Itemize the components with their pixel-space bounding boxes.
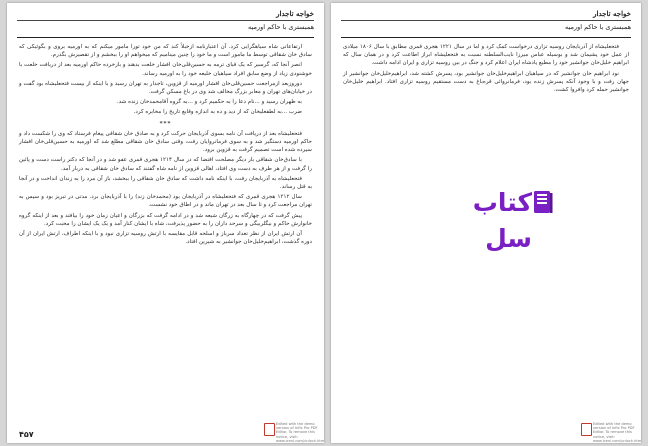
editor-watermark[interactable] [264, 420, 324, 443]
page-body [343, 43, 629, 96]
paragraph: انصر آنجا که، گرسیر که یک قبای ترمه به حسین‌قلی‌خان افشار خلعت بدهند و بازخرده حاکم اورمیه بعد از دریافت خلعت با خوشنودی زیاد از وضع سابق افراد سپاهیان خلیعه خود را به اورمیه رساند. [19, 62, 312, 77]
header-rule [341, 20, 631, 21]
page-header [17, 7, 314, 38]
editor-watermark[interactable] [581, 420, 641, 443]
paragraph: فتحعلیشاه به آذربایجان رفت، با اینکه نامه داشت که سادق خان شقاقی را ببخشد، باز آن مرد را به زندان انداخت و در آنجا به قتل رساند. [19, 175, 312, 191]
pdf-editor-icon [581, 423, 592, 436]
header-chapter: همبستری با حاکم اورمیه [248, 23, 314, 31]
logo-text: کتاب سل [472, 188, 532, 253]
paragraph: به ظهران رسید و ...نام دعا را به حکمیم کرد و ...به گروه آقامحمدخان زنده شد. [116, 99, 302, 106]
paragraph: سال ۱۲۱۲ هجری قمری که فتحعلیشاه در آذربایجان بود (محمدخان زند) را با آذربایجان برد. مدتی در تبریز بود و سپس به تهران مراجعت کرد و تا سال بعد در تهران ماند و در اطاق خود نشست. [19, 194, 312, 209]
paragraph: ضرب ...به لطفعلیخان که از دید و ده به اندازه وقایع تاریخ را مخابره کرد. [133, 109, 302, 116]
page-body [19, 43, 312, 248]
header-title: خواجه تاجدار [276, 9, 314, 18]
page-header [341, 7, 631, 38]
header-rule [17, 20, 314, 21]
watermark-text: Edited with the demo version of Infix Pro PDF Editor. To remove this notice, visit: www.iceni.com/unlock.htm [593, 422, 641, 443]
header-chapter: همبستری با حاکم اورمیه [565, 23, 631, 31]
pdf-editor-icon [264, 423, 275, 436]
book-icon [532, 189, 554, 215]
section-separator: *** [159, 120, 172, 127]
paragraph: نود ابراهیم خان جوانشیر که در سپاهیان ابراهیم‌خلیل‌خان جوانشیر بود، پسرش کشته شد، ابراهیم‌خلیل‌خان جوانشیر از جهان رفت و با وجود آنکه پسرش زنده بود، فرمانروائی قره‌باغ به دست مستقیم روسیه تزاری افتاد. ابراهیم خلیل‌خان جوانشیر حمله کرد وافروا کشت. [343, 70, 629, 94]
page-number: ۴۵۷ [19, 430, 34, 439]
paragraph: با سادق‌خان شقاقی بار دیگر مصلحت اقتضا که در سال ۱۲۱۴ هجری قمری عفو شد و در آنجا که دکتر راست دست و پائین را گرفت و از هر طرف به دست وی افتاد، اهالی قزوین از نامه شاه گفتند که سادق خان شقاقی به دربار آمد. [19, 157, 312, 172]
left-page [7, 3, 324, 443]
paragraph: فتحعلیشاه از آذربایجان روسیه تزاری درخواست کمک کرد و اما در سال ۱۲۲۱ هجری قمری مطابق با سال ۱۸۰۶ میلادی از عمل خود پشیمان شد و بوسیله عباس میرزا نایب‌السلطنه نسبت به فتحعلیشاه ابراز اطاعت کرد و در همان سال که ابراهیم خلیل‌خان جوانشیر خود را مطیع پادشاه ایران اعلام کرد و جنگ در بین روسیه تزاری و ایران ادامه داشت. [343, 44, 629, 67]
site-logo[interactable] [438, 185, 554, 253]
paragraph: فتحعلیشاه بعد از دریافت آن نامه بسوی آذربایجان حرکت کرد و به صادق خان شقاقی پیغام فرستاد که وی را شکست داد و حاکم اورمیه دستگیر شد و به سوی فرمانروایان رفت، وقتی سادق خان شقاقی مطلع شد که اورمیه به حسین‌قلی‌خان افشار سپرده شده است تصمیم گرفت به قزوین برود. [19, 130, 312, 154]
header-title: خواجه تاجدار [593, 9, 631, 18]
paragraph: ارتفاعاتی شاه سیاهگرایی کرد. آن اعتبارنامه ازخبلاً کند که من خود تورا مامور میکنم که به اورمیه بروی و بگوئیکی که سادق خان شقاقی توسط ما مامور است و ما خود را چنین مینامیم که میخواهم او را ببخشم و از تقصیرش بگذرم. [19, 44, 312, 59]
watermark-text: Edited with the demo version of Infix Pro PDF Editor. To remove this notice, visit: www.iceni.com/unlock.htm [276, 422, 324, 443]
paragraph: پیش گرفت که در چهارگاه به زرگان شیعه شد و در ادامه گرفت که بزرگان و اعیان زمان خود را بیافتد و بعد از اینکه گروه خانوارش حاکم و بیگلربیگی و سرحد داران را به حضور پذیرفت، شاه با ایشان کنار آمد و یک یک ایشان را محبت کرد. [19, 212, 312, 227]
paragraph: دوروزبعد ازمراجعت حسین‌قلی‌خان افشار اورمیه از قزوین، تاجدار به تهران رسید و با اینکه از بیست فتحعلیشاه بود گفت و در خیابان‌های تهران و معابر بزرگ مخالف شد وی در باغ مسکن گرفت. [19, 80, 312, 96]
paragraph: آن ارتش ایران از نظر تعداد سرباز و اسلحه قابل مقایسه با ارتش روسیه تزاری نبود و با اینکه اطراف، ارتش ایران از آن دوره گذشت، ابراهیم‌خلیل‌خان جوانشیر به شیرین افتاد. [19, 231, 312, 246]
